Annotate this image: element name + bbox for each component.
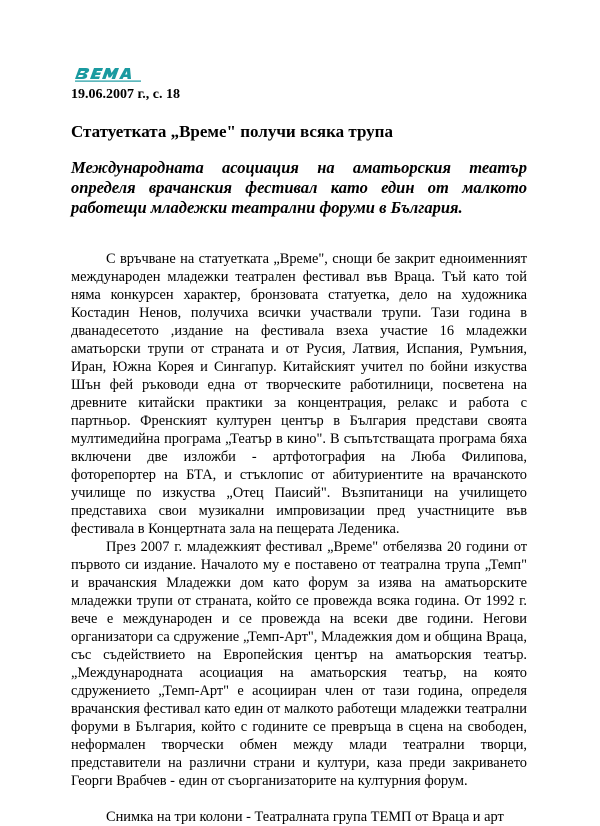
article-body	[71, 250, 527, 826]
body-paragraph: През 2007 г. младежкият фестивал „Време" отбелязва 20 години от първото си издание. Началото му е поставено от театрална трупа „Темп" и врачанския Младежки дом като форум за изява на аматьорските младежки трупи от страната, който се провежда всяка година. От 1992 г. вече е международен и се провежда на всеки две години. Негови организатори са сдружение „Темп-Арт", Младежкия дом и община Враца, със съдействието на Европейския център на аматьорския театър. „Международната асоциация на аматьорския театър, на която сдружението „Темп-Арт" е асоцииран член от тази година, определя врачанския фестивал като един от малкото работещи младежки театрални форуми в България, който с годините се превръща в сцена на свободен, неформален творчески обмен между млади театрални творци, представители на различни страни и култури, каза преди закриването Георги Врабчев - един от съорганизаторите на културния форум.	[71, 539, 527, 789]
photo-caption-paragraph: Снимка на три колони - Театралната група ТЕМП от Враца и арт	[106, 809, 504, 825]
body-paragraph: С връчване на статуетката „Време", снощи бе закрит едноименният международен младежки театрален фестивал във Враца. Тъй като той няма конкурсен характер, бронзовата статуетка, дело на художника Костадин Ненов, получиха всички участвали трупи. Тази година в дванадесетото ,издание на фестивала взеха участие 16 младежки аматьорски трупи от страната и от Русия, Латвия, Испания, Румъния, Иран, Южна Корея и Сингапур. Китайският учител по бойни изкуства Шън фей ръководи една от творческите работилници, посветена на древните китайски практики за концентрация, релакс и работа с партньор. Френският културен център в България представи своята мултимедийна програма „Театър в кино". В съпътстващата програма бяха включени две изложби - артфотография на Люба Филипова, фоторепортер на БТА, и стъклопис от абитуриентите на врачанското училище по изкуства „Отец Паисий". Възпитаници на училището представиха свои музикални импровизации пред участниците във фестивала в Концертната зала на пещерата Леденика.	[71, 251, 527, 537]
dateline: 19.06.2007 г., с. 18	[71, 87, 180, 102]
vreme-newspaper-logo-icon	[73, 62, 143, 84]
document-page	[71, 62, 527, 826]
article-lead: Международната асоциация на аматьорския театър определя врачанския фестивал като един от малкото работещи младежки театрални форуми в България.	[71, 158, 527, 217]
article-title: Статуетката „Време" получи всяка трупа	[71, 122, 393, 141]
